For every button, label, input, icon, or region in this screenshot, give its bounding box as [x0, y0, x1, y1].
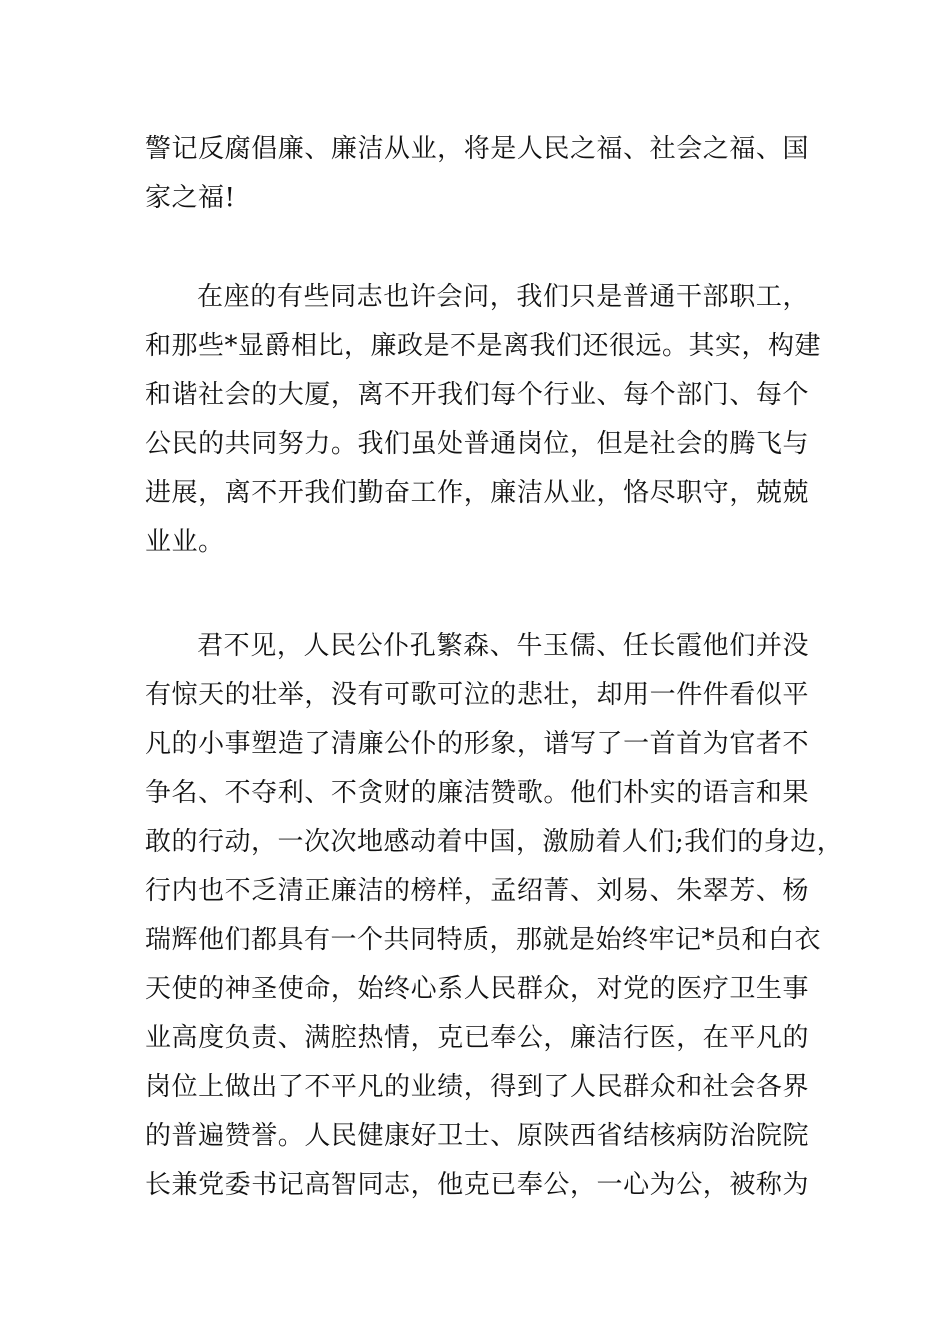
text-line: 君不见，人民公仆孔繁森、牛玉儒、任长霞他们并没 [197, 631, 809, 661]
paragraph-1 [145, 125, 809, 223]
paragraph-2 [145, 273, 822, 567]
text-line: 警记反腐倡廉、廉洁从业，将是人民之福、社会之福、国 [145, 134, 809, 164]
text-line: 有惊天的壮举，没有可歌可泣的悲壮，却用一件件看似平 [145, 680, 809, 710]
text-line: 天使的神圣使命，始终心系人民群众，对党的医疗卫生事 [145, 974, 809, 1004]
text-line: 和谐社会的大厦，离不开我们每个行业、每个部门、每个 [145, 380, 809, 410]
text-line: 争名、不夺利、不贪财的廉洁赞歌。他们朴实的语言和果 [145, 778, 809, 808]
text-line: 敢的行动，一次次地感动着中国，激励着人们;我们的身边， [145, 827, 844, 857]
text-line: 公民的共同努力。我们虽处普通岗位，但是社会的腾飞与 [145, 429, 809, 459]
text-line: 进展，离不开我们勤奋工作，廉洁从业，恪尽职守，兢兢 [145, 478, 809, 508]
text-line: 在座的有些同志也许会问，我们只是普通干部职工， [197, 282, 809, 312]
text-line: 家之福! [145, 183, 236, 213]
text-line: 业业。 [145, 527, 225, 557]
text-line: 业高度负责、满腔热情，克已奉公，廉洁行医，在平凡的 [145, 1023, 809, 1053]
text-line: 长兼党委书记高智同志，他克已奉公，一心为公，被称为 [145, 1170, 809, 1200]
paragraph-3 [145, 622, 844, 1210]
text-line: 和那些*显爵相比，廉政是不是离我们还很远。其实，构建 [145, 331, 822, 361]
text-line: 瑞辉他们都具有一个共同特质，那就是始终牢记*员和白衣 [145, 925, 822, 955]
text-line: 凡的小事塑造了清廉公仆的形象，谱写了一首首为官者不 [145, 729, 809, 759]
text-line: 的普遍赞誉。人民健康好卫士、原陕西省结核病防治院院 [145, 1121, 809, 1151]
text-line: 岗位上做出了不平凡的业绩，得到了人民群众和社会各界 [145, 1072, 809, 1102]
text-line: 行内也不乏清正廉洁的榜样，孟绍菁、刘易、朱翠芳、杨 [145, 876, 809, 906]
